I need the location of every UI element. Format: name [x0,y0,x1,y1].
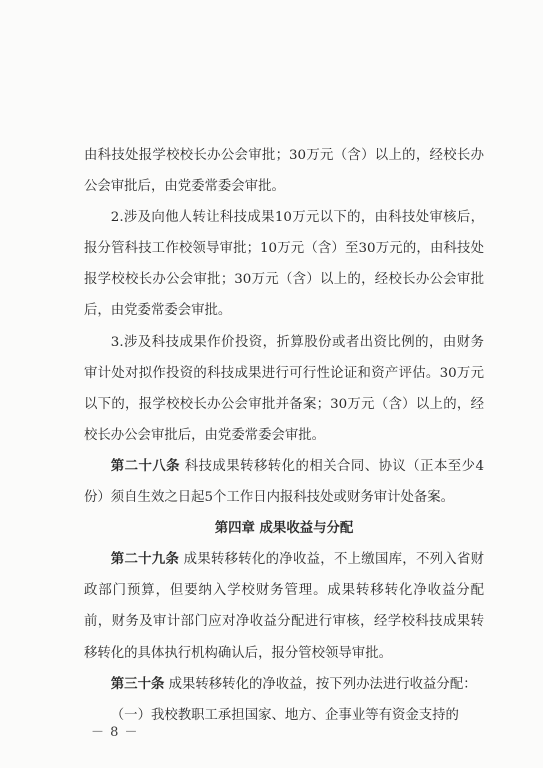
article-29 [84,544,484,668]
article-28 [84,451,484,513]
article-heading: 第二十八条 [110,457,181,474]
article-heading: 第二十九条 [110,551,180,568]
paragraph-item-2 [84,202,484,326]
chapter-title: 第四章 成果收益与分配 [214,521,354,537]
paragraph-continuation [84,140,484,202]
paragraph-item-1 [84,700,484,731]
article-heading: 第三十条 [110,675,165,692]
paragraph-text: 科技成果转移转化的相关合同、协议（正本至少4份）须自生效之日起5个工作日内报科技处或财务审计处备案。 [84,458,485,506]
paragraph-text: 成果转移转化的净收益，按下列办法进行收益分配： [164,676,477,692]
document-body [84,140,484,731]
page-number: － 8 － [91,725,139,740]
paragraph-text: 2.涉及向他人转让科技成果10万元以下的，由科技处审核后，报分管科技工作校领导审批；10万元（含）至30万元的，由科技处报学校校长办公会审批；30万元（含）以上的，经校长办公会审批后，由党委常委会审批。 [84,210,484,319]
paragraph-text: 成果转移转化的净收益，不上缴国库，不列入省财政部门预算，但要纳入学校财务管理。成果转移转化净收益分配前，财务及审计部门应对净收益分配进行审核，经学校科技成果转移转化的具体执行机构确认后，报分管校领导审批。 [84,552,484,661]
paragraph-item-3 [84,327,484,451]
article-30 [84,669,484,700]
paragraph-text: 3.涉及科技成果作价投资，折算股份或者出资比例的，由财务审计处对拟作投资的科技成果进行可行性论证和资产评估。30万元以下的，报学校校长办公会审批并备案；30万元（含）以上的，经校长办公会审批后，由党委常委会审批。 [84,334,484,443]
paragraph-text: （一）我校教职工承担国家、地方、企事业等有资金支持的 [110,707,459,723]
paragraph-text: 由科技处报学校校长办公会审批；30万元（含）以上的，经校长办公会审批后，由党委常委会审批。 [84,148,484,195]
